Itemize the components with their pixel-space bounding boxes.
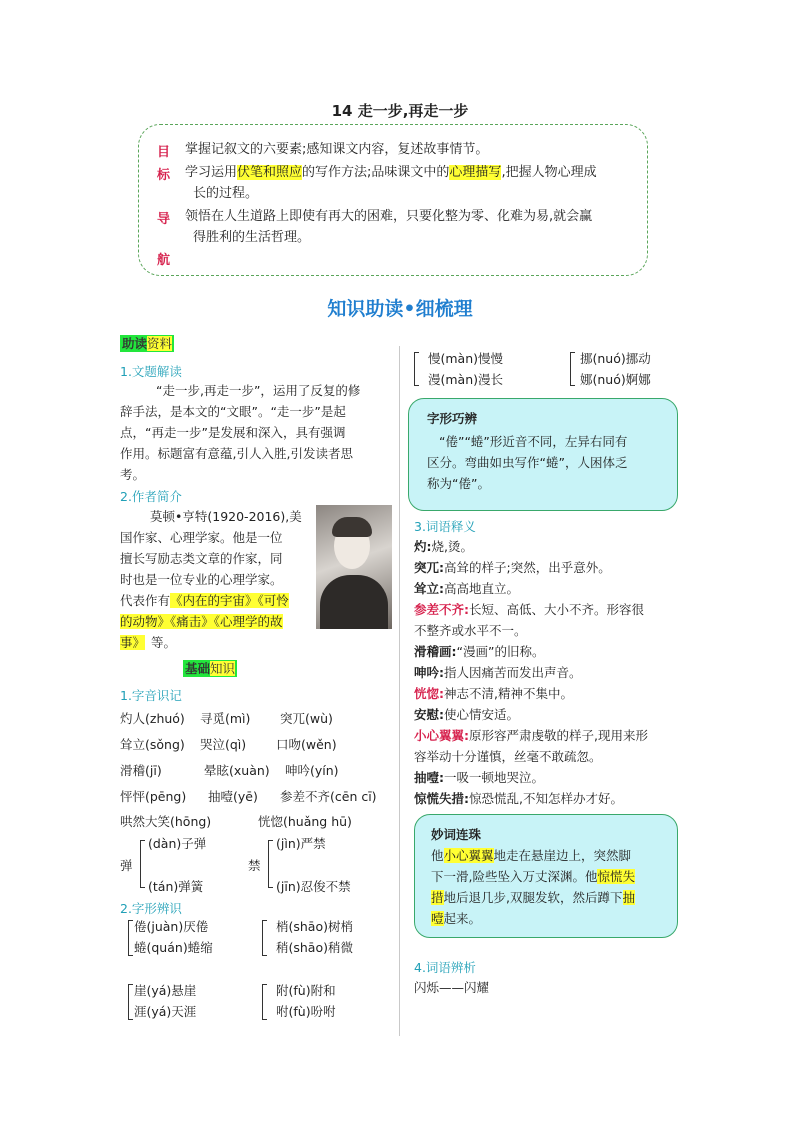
tip-line: 他小心翼翼地走在悬崖边上，突然脚: [431, 848, 632, 863]
polyphone-reading: (tán)弹簧: [148, 879, 204, 894]
shape-item: 附(fù)附和: [276, 983, 336, 998]
subsection-title: 4.词语辨析: [414, 960, 476, 975]
pinyin-item: 参差不齐(cēn cī): [280, 789, 377, 804]
pinyin-item: 呻吟(yín): [285, 763, 339, 778]
shape-item: 咐(fù)吩咐: [276, 1004, 336, 1019]
brace: [268, 840, 273, 888]
pinyin-item: 滑稽(jī): [120, 763, 162, 778]
subsection-title: 2.作者简介: [120, 489, 182, 504]
shape-item: 崖(yá)悬崖: [134, 983, 197, 998]
tip-line: 噎起来。: [431, 911, 482, 926]
tip-box-title: 字形巧辨: [427, 411, 478, 426]
paragraph-line: 事》 等。: [120, 635, 177, 650]
polyphone-reading: (dàn)子弹: [148, 836, 207, 851]
shape-item: 慢(màn)慢慢: [428, 351, 504, 366]
tip-line: “倦”“蜷”形近音不同，左异右同有: [439, 434, 628, 449]
pinyin-item: 怦怦(pēng): [120, 789, 187, 804]
goal-line-2b: 长的过程。: [193, 186, 259, 201]
tag-basic-knowledge: 基础知识: [185, 661, 236, 676]
pinyin-item: 耸立(sǒng): [120, 737, 185, 752]
shape-item: 涯(yá)天涯: [134, 1004, 197, 1019]
polyphone-char: 弹: [120, 858, 133, 873]
goal-char: 导: [157, 212, 171, 227]
learning-goals-box: [138, 124, 648, 276]
paragraph-line: 点，“再走一步”是发展和深入，具有强调: [120, 425, 346, 440]
tag-reading-material: 助读资料: [122, 336, 173, 351]
goal-line-1: 掌握记叙文的六要素;感知课文内容，复述故事情节。: [185, 142, 489, 157]
subsection-title: 1.文题解读: [120, 364, 182, 379]
shape-item: 倦(juàn)厌倦: [134, 919, 209, 934]
word-def: 惊慌失措:惊恐慌乱,不知怎样办才好。: [414, 791, 623, 806]
shape-item: 梢(shāo)树梢: [276, 919, 353, 934]
word-def: 小心翼翼:原形容严肃虔敬的样子,现用来形: [414, 728, 648, 743]
tip-line: 称为“倦”。: [427, 476, 490, 491]
word-def: 不整齐或水平不一。: [414, 623, 527, 638]
tip-box-shape: [414, 814, 678, 938]
paragraph-line: 时也是一位专业的心理学家。: [120, 572, 283, 587]
goal-line-3b: 得胜利的生活哲理。: [193, 230, 311, 245]
brace: [140, 840, 145, 888]
shape-item: 娜(nuó)婀娜: [580, 372, 651, 387]
pinyin-item: 哭泣(qì): [200, 737, 247, 752]
paragraph-line: 代表作有《内在的宇宙》《可怜: [120, 593, 289, 608]
pinyin-item: 寻觅(mì): [200, 711, 251, 726]
highlight: 心理描写: [449, 165, 502, 180]
brace: [262, 920, 267, 956]
subsection-title: 3.词语释义: [414, 519, 476, 534]
paragraph-line: 莫顿•亨特(1920-2016),美: [150, 509, 302, 524]
shape-item: 蜷(quán)蜷缩: [134, 940, 213, 955]
pinyin-item: 恍惚(huǎng hū): [258, 814, 352, 829]
section-title: 知识助读•细梳理: [327, 298, 473, 320]
goal-line-3: 领悟在人生道路上即使有再大的困难，只要化整为零、化难为易,就会赢: [185, 209, 593, 224]
word-def: 滑稽画:“漫画”的旧称。: [414, 644, 545, 659]
goal-char: 航: [157, 253, 171, 268]
paragraph-line: 辞手法，是本文的“文眼”。“走一步”是起: [120, 404, 346, 419]
pinyin-item: 口吻(wěn): [276, 737, 337, 752]
goal-char: 目: [157, 145, 171, 160]
pinyin-item: 突兀(wù): [280, 711, 333, 726]
polyphone-reading: (jīn)忍俊不禁: [276, 879, 351, 894]
goal-char: 标: [157, 168, 171, 183]
paragraph-line: 闪烁——闪耀: [414, 980, 490, 995]
word-def: 突兀:高耸的样子;突然，出乎意外。: [414, 560, 611, 575]
pinyin-item: 哄然大笑(hōng): [120, 814, 212, 829]
subsection-title: 2.字形辨识: [120, 901, 182, 916]
tip-box-title: 妙词连珠: [431, 827, 482, 842]
paragraph-line: “走一步,再走一步”，运用了反复的修: [156, 383, 361, 398]
tip-line: 区分。弯曲如虫写作“蜷”，人困体乏: [427, 455, 628, 470]
paragraph-line: 作用。标题富有意蕴,引人入胜,引发读者思: [120, 446, 353, 461]
paragraph-line: [120, 611, 283, 632]
subsection-title: 1.字音识记: [120, 688, 182, 703]
paragraph-line: 国作家、心理学家。他是一位: [120, 530, 283, 545]
polyphone-reading: (jìn)严禁: [276, 836, 326, 851]
tip-line: 措地后退几步,双腿发软，然后蹲下抽: [431, 890, 636, 905]
author-photo: [316, 505, 392, 629]
shape-item: 稍(shāo)稍微: [276, 940, 353, 955]
word-def: 灼:烧,烫。: [414, 539, 473, 554]
brace: [570, 352, 575, 386]
pinyin-item: 灼人(zhuó): [120, 711, 185, 726]
word-def: 容举动十分谨慎，丝毫不敢疏忽。: [414, 749, 602, 764]
brace: [128, 920, 133, 956]
word-def: 安慰:使心情安适。: [414, 707, 520, 722]
highlight: 伏笔和照应: [237, 165, 303, 180]
brace: [262, 984, 267, 1020]
goal-line-2: 学习运用伏笔和照应的写作方法;品味课文中的心理描写,把握人物心理成: [185, 165, 597, 180]
paragraph-line: 考。: [120, 467, 146, 482]
column-divider: [399, 346, 400, 1036]
pinyin-item: 抽噎(yē): [208, 789, 258, 804]
word-def: 抽噎:一吸一顿地哭泣。: [414, 770, 545, 785]
word-def: 参差不齐:长短、高低、大小不齐。形容很: [414, 602, 645, 617]
shape-item: 漫(màn)漫长: [428, 372, 504, 387]
lesson-title: 14 走一步,再走一步: [331, 102, 469, 120]
tip-line: 下一滑,险些坠入万丈深渊。他惊慌失: [431, 869, 635, 884]
brace: [128, 984, 133, 1020]
polyphone-char: 禁: [248, 858, 261, 873]
tip-box-shape: [408, 398, 678, 511]
shape-item: 挪(nuó)挪动: [580, 351, 651, 366]
highlight: 的动物》《痛击》《心理学的故: [120, 614, 283, 629]
word-def: 呻吟:指人因痛苦而发出声音。: [414, 665, 582, 680]
highlight: 《内在的宇宙》《可怜: [170, 593, 289, 608]
word-def: 耸立:高高地直立。: [414, 581, 520, 596]
pinyin-item: 晕眩(xuàn): [204, 763, 270, 778]
highlight: 事》: [120, 635, 146, 650]
brace: [414, 352, 419, 386]
word-def: 恍惚:神志不清,精神不集中。: [414, 686, 573, 701]
paragraph-line: 擅长写励志类文章的作家，同: [120, 551, 283, 566]
